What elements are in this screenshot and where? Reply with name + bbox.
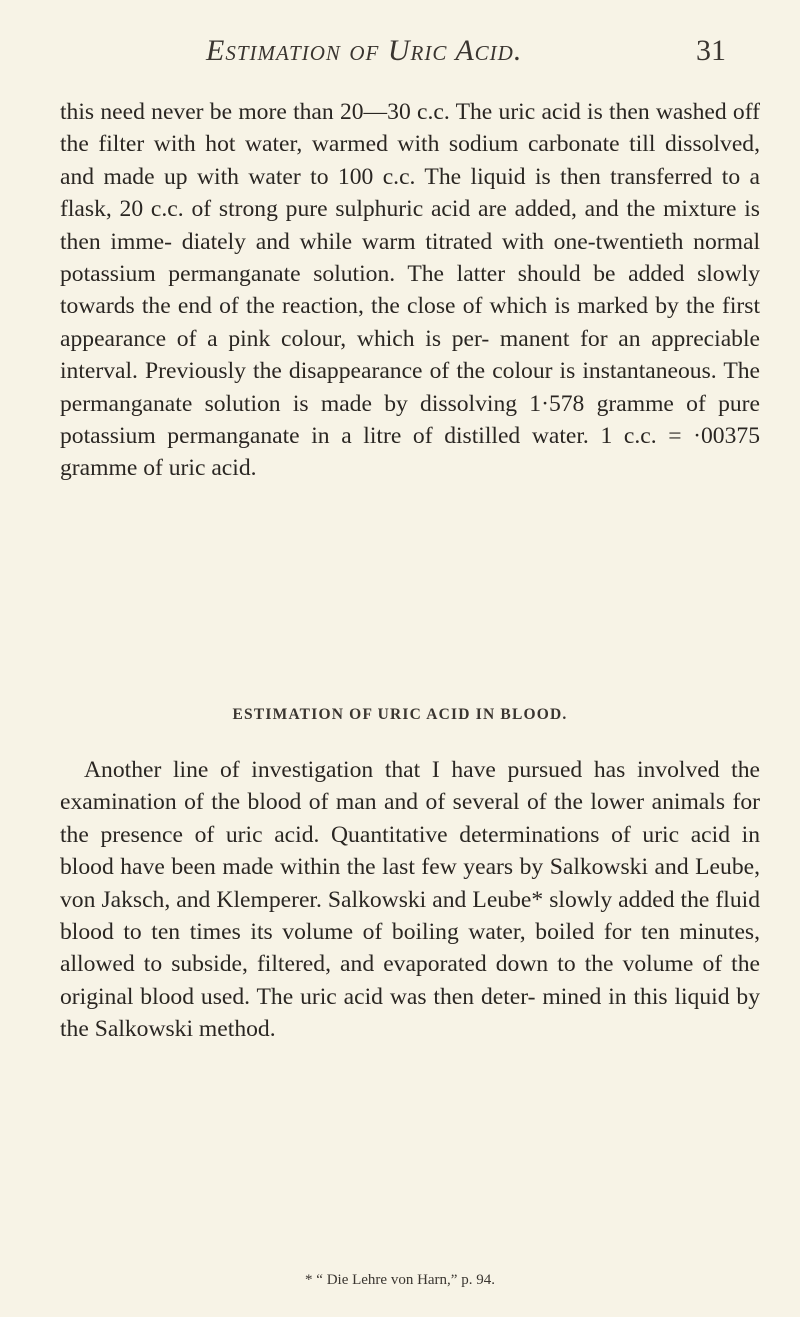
section-heading: ESTIMATION OF URIC ACID IN BLOOD. — [232, 706, 568, 723]
paragraph-continued: this need never be more than 20—30 c.c. The uric acid is then washed off the filter with hot water, warmed with sodium carbonate till dissolved, and made up with water to 100 c.c. The liquid is then transferred to a flask, 20 c.c. of strong pure sulphuric acid are added, and the mixture is then imme- diately and while warm titrated with one-twentieth normal potassium permanganate solution. The latter should be added slowly towards the end of the reaction, the close of which is marked by the first appearance of a pink colour, which is per- manent for an appreciable interval. Previously the disappearance of the colour is instantaneous. The permanganate solution is made by dissolving 1·578 gramme of pure potassium permanganate in a litre of distilled water. 1 c.c. = ·00375 gramme of uric acid. — [60, 99, 760, 482]
running-title: Estimation of Uric Acid. — [206, 34, 523, 67]
page-number: 31 — [696, 34, 726, 67]
paragraph-blood-investigation: Another line of investigation that I have pursued has involved the examination of the blood of man and of several of the lower animals for the presence of uric acid. Quantitative determinations of uric acid in blood have been made within the last few years by Salkowski and Leube, von Jaksch, and Klemperer. Salkowski and Leube* slowly added the fluid blood to ten times its volume of boiling water, boiled for ten minutes, allowed to subside, filtered, and evaporated down to the volume of the original blood used. The uric acid was then deter- mined in this liquid by the Salkowski method. — [60, 757, 760, 1043]
running-head — [0, 34, 800, 74]
footnote: * “ Die Lehre von Harn,” p. 94. — [305, 1272, 495, 1288]
